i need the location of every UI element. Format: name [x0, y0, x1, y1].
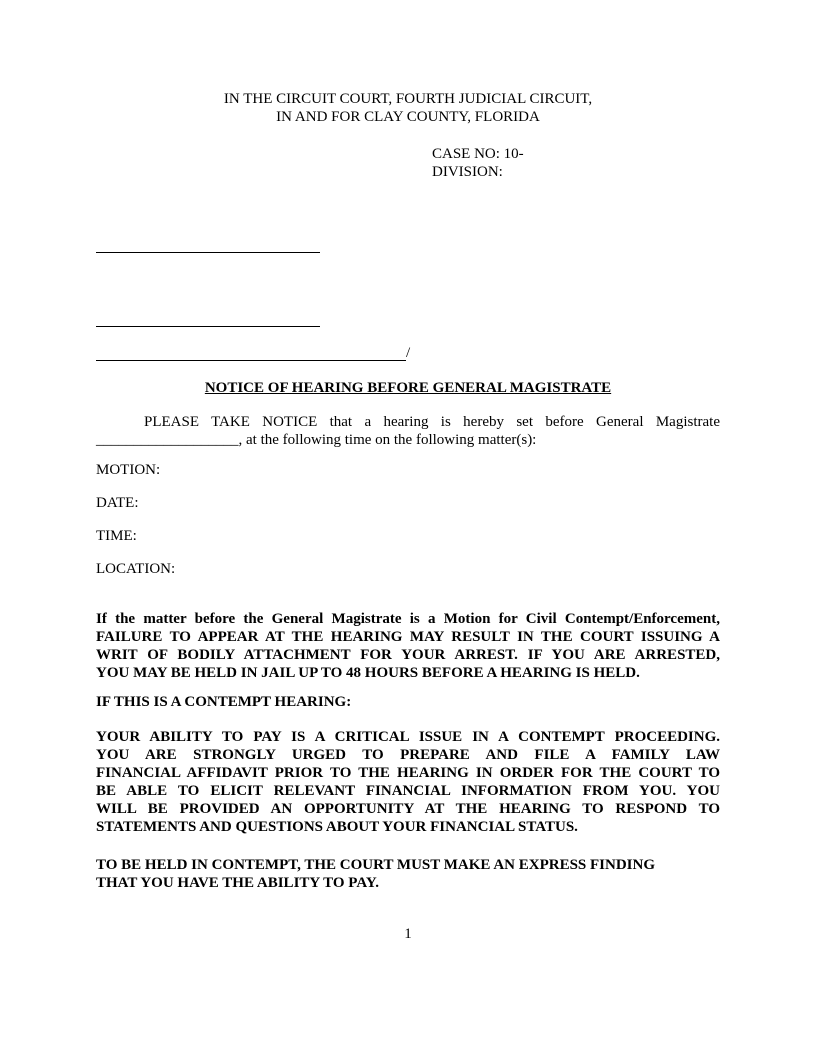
warning-line: STATEMENTS AND QUESTIONS ABOUT YOUR FINANCIAL STATUS.	[96, 819, 578, 835]
location-label: LOCATION:	[96, 561, 176, 577]
caption-end-line	[96, 360, 406, 361]
division: DIVISION:	[432, 164, 503, 180]
notice-line1: PLEASE TAKE NOTICE that a hearing is hereby set before General Magistrate	[144, 414, 720, 430]
page-title: NOTICE OF HEARING BEFORE GENERAL MAGISTRATE	[204, 380, 612, 396]
notice-line2-text: , at the following time on the following matter(s):	[238, 432, 537, 448]
motion-label: MOTION:	[96, 462, 161, 478]
warning-line: THAT YOU HAVE THE ABILITY TO PAY.	[96, 875, 380, 891]
court-header-line2: IN AND FOR CLAY COUNTY, FLORIDA	[276, 109, 540, 125]
warning-line: BE ABLE TO ELICIT RELEVANT FINANCIAL INFORMATION FROM YOU. YOU	[96, 783, 720, 799]
notice-paragraph	[96, 413, 720, 449]
warning-line: YOUR ABILITY TO PAY IS A CRITICAL ISSUE IN A CONTEMPT PROCEEDING.	[96, 729, 720, 745]
case-number: CASE NO: 10-	[432, 146, 524, 162]
warning-line: YOU ARE STRONGLY URGED TO PREPARE AND FILE A FAMILY LAW	[96, 747, 720, 763]
time-label: TIME:	[96, 528, 137, 544]
petitioner-blank-line	[96, 252, 320, 253]
caption-slash: /	[406, 345, 411, 361]
warning-line: WRIT OF BODILY ATTACHMENT FOR YOUR ARREST. IF YOU ARE ARRESTED,	[96, 647, 720, 663]
date-label: DATE:	[96, 495, 139, 511]
notice-line2	[96, 431, 720, 449]
court-header-line1: IN THE CIRCUIT COURT, FOURTH JUDICIAL CIRCUIT,	[223, 91, 593, 107]
warning-line: YOU MAY BE HELD IN JAIL UP TO 48 HOURS BEFORE A HEARING IS HELD.	[96, 665, 640, 681]
warning-line: WILL BE PROVIDED AN OPPORTUNITY AT THE HEARING TO RESPOND TO	[96, 801, 720, 817]
warning-line: TO BE HELD IN CONTEMPT, THE COURT MUST MAKE AN EXPRESS FINDING	[96, 857, 656, 873]
express-finding-paragraph	[96, 856, 720, 892]
respondent-blank-line	[96, 326, 320, 327]
page-number: 1	[404, 926, 412, 942]
contempt-warning-paragraph	[96, 610, 720, 682]
ability-to-pay-paragraph	[96, 728, 720, 836]
warning-line: If the matter before the General Magistrate is a Motion for Civil Contempt/Enforcement,	[96, 611, 720, 627]
warning-line: FAILURE TO APPEAR AT THE HEARING MAY RESULT IN THE COURT ISSUING A	[96, 629, 720, 645]
magistrate-name-blank: ___________________	[96, 432, 239, 448]
warning-line: FINANCIAL AFFIDAVIT PRIOR TO THE HEARING IN ORDER FOR THE COURT TO	[96, 765, 720, 781]
contempt-heading: IF THIS IS A CONTEMPT HEARING:	[96, 694, 352, 710]
